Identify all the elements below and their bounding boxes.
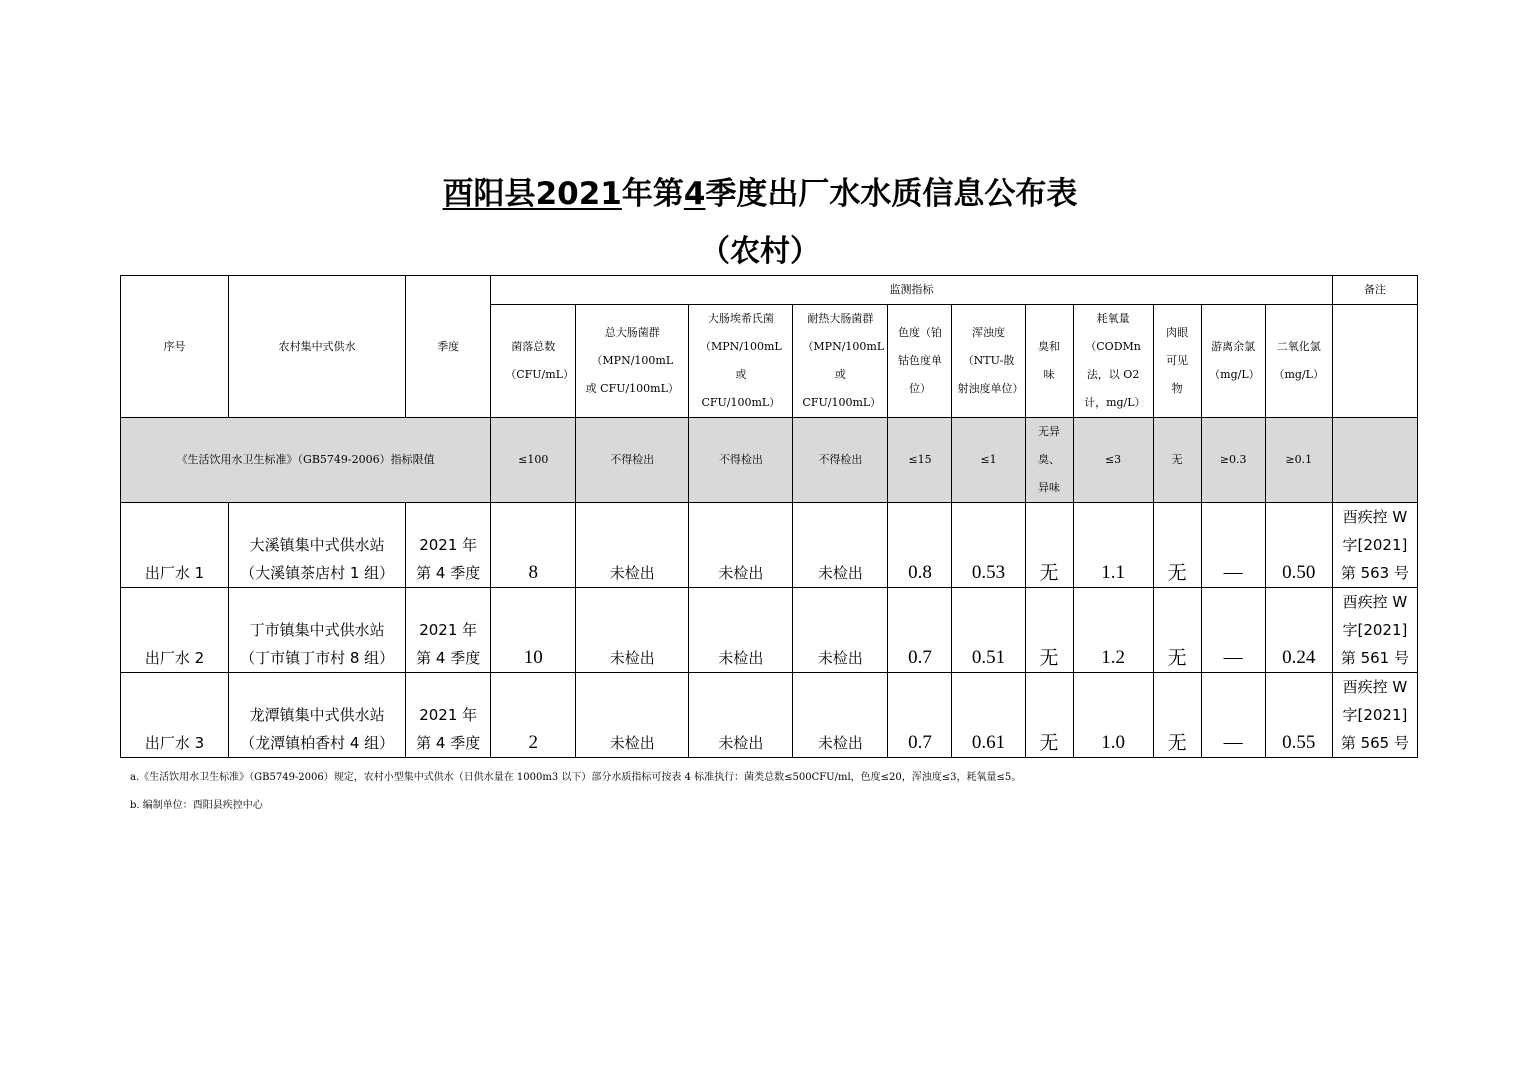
header-indicator	[689, 305, 793, 418]
indicator-label: 浑浊度（NTU-散射浊度单位）	[957, 326, 1024, 395]
header-supply: 农村集中式供水	[229, 276, 406, 418]
cell-value: 未检出	[576, 588, 689, 673]
remark-line: 字[2021]	[1342, 621, 1408, 639]
row-seq: 出厂水 2	[121, 588, 229, 673]
row-quarter	[406, 673, 491, 758]
supply-name: 龙潭镇集中式供水站	[249, 706, 385, 724]
header-indicator	[1201, 305, 1265, 418]
remark-line: 字[2021]	[1342, 706, 1408, 724]
cell-value: 2	[491, 673, 576, 758]
standard-remark-blank	[1332, 418, 1417, 503]
remark-line: 字[2021]	[1342, 536, 1408, 554]
cell-value: 1.2	[1073, 588, 1153, 673]
remark-line: 酉疾控 W	[1342, 508, 1408, 526]
title-year: 2021	[535, 176, 622, 212]
standard-value: ≤3	[1073, 418, 1153, 503]
supply-location: （龙潭镇柏香村 4 组）	[240, 734, 395, 752]
remark-line: 酉疾控 W	[1342, 593, 1408, 611]
cell-value: 无	[1025, 503, 1073, 588]
remark-line: 第 565 号	[1340, 734, 1409, 752]
header-indicator	[576, 305, 689, 418]
standard-label: 《生活饮用水卫生标准》（GB5749-2006）指标限值	[121, 418, 491, 503]
cell-value: 无	[1153, 503, 1201, 588]
row-seq: 出厂水 3	[121, 673, 229, 758]
header-seq: 序号	[121, 276, 229, 418]
title-rest: 季度出厂水水质信息公布表	[705, 176, 1078, 212]
quarter-year: 2021 年	[419, 706, 478, 724]
quarter-q: 第 4 季度	[416, 564, 481, 582]
row-remark	[1332, 673, 1417, 758]
standard-value: 不得检出	[689, 418, 793, 503]
indicator-label: 耐热大肠菌群（MPN/100mL 或 CFU/100mL）	[802, 312, 885, 409]
cell-value: 未检出	[689, 673, 793, 758]
header-indicator	[491, 305, 576, 418]
cell-value: 0.50	[1265, 503, 1332, 588]
cell-value: —	[1201, 588, 1265, 673]
indicator-label: 二氧化氯（mg/L）	[1273, 340, 1324, 381]
header-indicator	[793, 305, 888, 418]
page-subtitle: （农村）	[700, 234, 820, 269]
table-row	[121, 588, 1418, 673]
row-remark	[1332, 503, 1417, 588]
page-title	[0, 168, 1520, 213]
cell-value: 0.55	[1265, 673, 1332, 758]
quarter-year: 2021 年	[419, 536, 478, 554]
indicator-label: 游离余氯（mg/L）	[1209, 340, 1260, 381]
header-indicator	[1153, 305, 1201, 418]
row-quarter	[406, 503, 491, 588]
supply-name: 大溪镇集中式供水站	[249, 536, 385, 554]
row-remark	[1332, 588, 1417, 673]
cell-value: 0.51	[952, 588, 1025, 673]
row-supply	[229, 503, 406, 588]
standard-value: ≤1	[952, 418, 1025, 503]
cell-value: 0.8	[888, 503, 952, 588]
row-seq: 出厂水 1	[121, 503, 229, 588]
water-quality-table	[120, 275, 1418, 758]
standard-value: 不得检出	[576, 418, 689, 503]
cell-value: 0.7	[888, 673, 952, 758]
cell-value: 无	[1153, 673, 1201, 758]
table-row	[121, 503, 1418, 588]
standard-value: 不得检出	[793, 418, 888, 503]
remark-line: 第 561 号	[1340, 649, 1409, 667]
supply-location: （丁市镇丁市村 8 组）	[240, 649, 395, 667]
cell-value: 无	[1153, 588, 1201, 673]
remark-line: 酉疾控 W	[1342, 678, 1408, 696]
header-indicator	[1073, 305, 1153, 418]
indicator-label: 大肠埃希氏菌（MPN/100mL 或 CFU/100mL）	[699, 312, 782, 409]
quarter-q: 第 4 季度	[416, 649, 481, 667]
supply-location: （大溪镇茶店村 1 组）	[240, 564, 395, 582]
row-supply	[229, 673, 406, 758]
standard-value: ≥0.3	[1201, 418, 1265, 503]
title-county: 酉阳县	[442, 176, 536, 212]
indicator-label: 肉眼可见物	[1166, 326, 1189, 395]
cell-value: 0.53	[952, 503, 1025, 588]
table-row	[121, 673, 1418, 758]
cell-value: 0.7	[888, 588, 952, 673]
standard-value	[1025, 418, 1073, 503]
row-quarter	[406, 588, 491, 673]
header-indicator	[1265, 305, 1332, 418]
cell-value: 无	[1025, 673, 1073, 758]
cell-value: —	[1201, 673, 1265, 758]
header-remark: 备注	[1332, 276, 1417, 305]
supply-name: 丁市镇集中式供水站	[249, 621, 385, 639]
standard-value: 无	[1153, 418, 1201, 503]
indicator-label: 色度（铂钴色度单位）	[897, 326, 942, 395]
cell-value: 未检出	[576, 503, 689, 588]
standard-odor-text: 无异臭、异味	[1038, 425, 1061, 494]
cell-value: 8	[491, 503, 576, 588]
header-quarter: 季度	[406, 276, 491, 418]
standard-value: ≤100	[491, 418, 576, 503]
cell-value: 1.0	[1073, 673, 1153, 758]
cell-value: 10	[491, 588, 576, 673]
cell-value: 未检出	[689, 503, 793, 588]
header-remark-blank	[1332, 305, 1417, 418]
title-year-suffix: 年第	[621, 176, 684, 212]
cell-value: —	[1201, 503, 1265, 588]
cell-value: 未检出	[793, 673, 888, 758]
cell-value: 未检出	[793, 588, 888, 673]
cell-value: 1.1	[1073, 503, 1153, 588]
indicator-label: 总大肠菌群（MPN/100mL 或 CFU/100mL）	[585, 326, 679, 395]
footnote-a: a.《生活饮用水卫生标准》（GB5749-2006）规定，农村小型集中式供水（日供水量在 1000m3 以下）部分水质指标可按表 4 标准执行：菌类总数≤500CFU/ml，色度≤20，浑浊度≤3，耗氧量≤5。	[130, 772, 1022, 783]
cell-value: 0.61	[952, 673, 1025, 758]
row-supply	[229, 588, 406, 673]
cell-value: 0.24	[1265, 588, 1332, 673]
indicator-label: 菌落总数（CFU/mL）	[505, 340, 574, 381]
standard-value: ≥0.1	[1265, 418, 1332, 503]
title-quarter: 4	[683, 176, 706, 212]
remark-line: 第 563 号	[1340, 564, 1409, 582]
header-monitor: 监测指标	[491, 276, 1333, 305]
quarter-year: 2021 年	[419, 621, 478, 639]
header-indicator	[1025, 305, 1073, 418]
footnote-b: b. 编制单位：酉阳县疾控中心	[130, 800, 263, 811]
quarter-q: 第 4 季度	[416, 734, 481, 752]
header-indicator	[888, 305, 952, 418]
cell-value: 未检出	[576, 673, 689, 758]
indicator-label: 耗氧量（CODMn 法，以 O2 计，mg/L）	[1084, 312, 1146, 409]
header-indicator	[952, 305, 1025, 418]
cell-value: 未检出	[689, 588, 793, 673]
indicator-label: 臭和味	[1038, 340, 1061, 381]
standard-value: ≤15	[888, 418, 952, 503]
cell-value: 无	[1025, 588, 1073, 673]
cell-value: 未检出	[793, 503, 888, 588]
